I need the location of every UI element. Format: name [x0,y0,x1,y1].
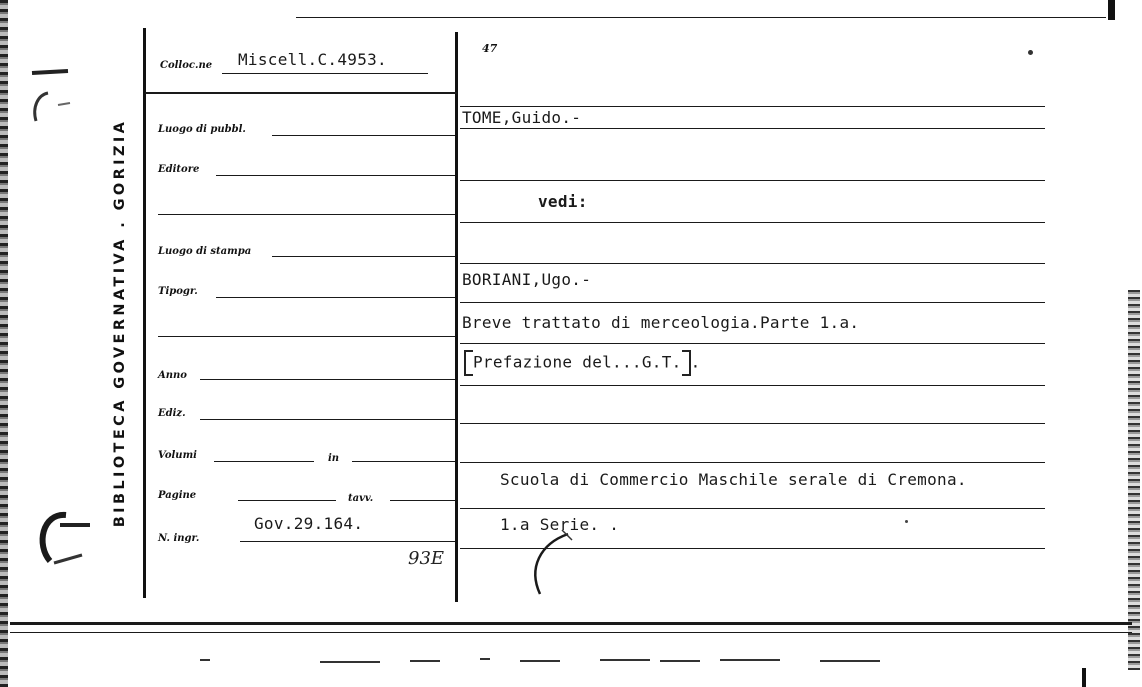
scan-dot [905,520,908,523]
pagine-label: Pagine [158,490,197,501]
close-bracket [682,350,691,376]
luogo-pubbl-line [272,135,455,136]
entry-rule-9 [460,423,1045,424]
editore-line-2 [158,214,455,215]
top-rule [296,17,1106,18]
handwritten-mark: 93E [408,548,445,569]
institution-name: BIBLIOTECA GOVERNATIVA . GORIZIA [112,118,128,528]
entry-rule-5 [460,263,1045,264]
corner-dot [1028,50,1033,55]
tavole-label: tavv. [348,493,374,504]
collocazione-value: Miscell.C.4953. [238,50,387,69]
handwritten-curve [510,528,590,608]
entry-rule-11 [460,508,1045,509]
in-label: in [328,453,340,464]
in-line [352,461,455,462]
entry-rule-3 [460,180,1045,181]
right-top-mark [1108,0,1115,20]
editore-label: Editore [158,164,200,175]
open-bracket [464,350,473,376]
book-title: Breve trattato di merceologia.Parte 1.a. [462,313,860,332]
luogo-stampa-line [272,256,455,257]
entry-heading: TOME,Guido.- [462,108,582,127]
entry-rule-8 [460,385,1045,386]
entry-rule-10 [460,462,1045,463]
left-clip-mark-top [18,55,78,135]
right-bottom-mark [1082,668,1086,687]
n-ingr-label: N. ingr. [158,533,200,544]
preface-line [464,350,701,376]
volumi-label: Volumi [158,450,197,461]
bottom-rule-2 [10,632,1132,633]
entry-rule-2 [460,128,1045,129]
tipogr-line-2 [158,336,455,337]
entry-rule-4 [460,222,1045,223]
bottom-scan-noise [180,652,940,672]
tavole-line [390,500,455,501]
preface-text: Prefazione del...G.T. [473,352,682,372]
ediz-line [200,419,455,420]
n-ingr-value: Gov.29.164. [254,514,364,533]
school-name: Scuola di Commercio Maschile serale di Cremona. [500,470,967,489]
entry-rule-1 [460,106,1045,107]
bottom-rule-1 [10,622,1132,625]
entry-rule-7 [460,343,1045,344]
tipogr-label: Tipogr. [158,286,198,297]
tipogr-line [216,297,455,298]
anno-line [200,379,455,380]
anno-label: Anno [158,370,187,381]
corner-mark: 47 [482,42,498,55]
editore-line [216,175,455,176]
preface-end: . [690,352,701,372]
n-ingr-line [240,541,455,542]
left-scan-edge [0,0,8,687]
pagine-line [238,500,336,501]
collocazione-underline [222,73,428,74]
luogo-stampa-label: Luogo di stampa [158,246,252,257]
author-heading: BORIANI,Ugo.- [462,270,592,289]
ediz-label: Ediz. [158,408,186,419]
series-note: 1.a Serie. . [500,515,620,534]
see-reference: vedi: [538,192,588,211]
collocazione-label: Colloc.ne [160,60,213,71]
left-clip-mark-bottom [24,505,94,585]
luogo-pubbl-label: Luogo di pubbl. [158,124,246,135]
collocazione-box-rule [145,92,457,94]
right-scan-edge [1128,290,1140,670]
left-frame-line [143,28,146,598]
center-divider-line [455,32,458,602]
entry-rule-6 [460,302,1045,303]
volumi-line [214,461,314,462]
